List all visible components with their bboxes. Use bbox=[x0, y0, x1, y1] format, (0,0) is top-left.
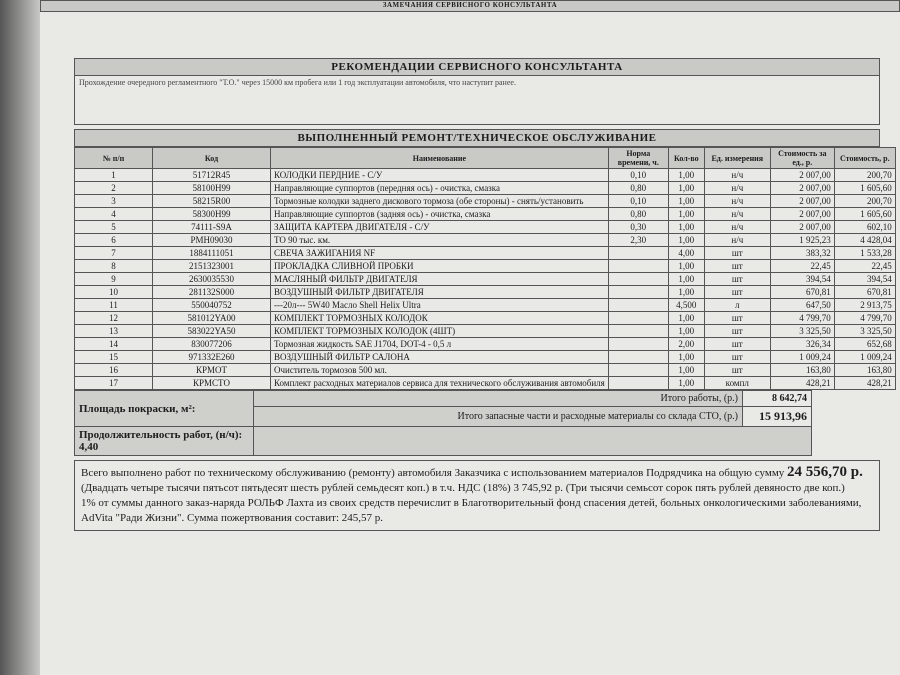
row-code: 58215R00 bbox=[153, 195, 271, 208]
row-unit-price: 2 007,00 bbox=[770, 221, 834, 234]
row-qty: 1,00 bbox=[668, 364, 704, 377]
row-qty: 1,00 bbox=[668, 325, 704, 338]
row-total: 4 799,70 bbox=[834, 312, 895, 325]
totals-empty bbox=[254, 427, 812, 456]
row-name: Комплект расходных материалов сервиса для технического обслуживания автомобиля bbox=[271, 377, 609, 390]
row-qty: 1,00 bbox=[668, 221, 704, 234]
row-norm bbox=[608, 273, 668, 286]
row-code: 281132S000 bbox=[153, 286, 271, 299]
table-row bbox=[75, 377, 896, 390]
row-code: 51712R45 bbox=[153, 169, 271, 182]
row-unit-price: 383,32 bbox=[770, 247, 834, 260]
row-name: МАСЛЯНЫЙ ФИЛЬТР ДВИГАТЕЛЯ bbox=[271, 273, 609, 286]
work-order-sheet bbox=[40, 0, 900, 675]
row-unit: шт bbox=[704, 338, 770, 351]
row-norm bbox=[608, 247, 668, 260]
col-header: Код bbox=[153, 148, 271, 169]
row-number: 11 bbox=[75, 299, 153, 312]
duration-label: Продолжительность работ, (н/ч): bbox=[79, 429, 243, 441]
summary-donation: 1% от суммы данного заказ-наряда РОЛЬФ Лахта из своих средств перечислит в Благотворительный фонд спасения детей, больных онкологическими заболеваниями, AdVita "Ради Жизни". Сумма пожертвования составит: 245,57 р. bbox=[81, 497, 862, 524]
row-number: 7 bbox=[75, 247, 153, 260]
row-code: 58300H99 bbox=[153, 208, 271, 221]
row-code: 2630035530 bbox=[153, 273, 271, 286]
row-number: 2 bbox=[75, 182, 153, 195]
row-unit-price: 428,21 bbox=[770, 377, 834, 390]
row-norm bbox=[608, 325, 668, 338]
row-qty: 1,00 bbox=[668, 312, 704, 325]
row-qty: 1,00 bbox=[668, 169, 704, 182]
col-header: Стоимость, р. bbox=[834, 148, 895, 169]
row-total: 1 009,24 bbox=[834, 351, 895, 364]
row-total: 1 605,60 bbox=[834, 208, 895, 221]
row-unit-price: 2 007,00 bbox=[770, 195, 834, 208]
table-row bbox=[75, 364, 896, 377]
row-number: 9 bbox=[75, 273, 153, 286]
row-code: 58100H99 bbox=[153, 182, 271, 195]
row-norm bbox=[608, 299, 668, 312]
row-total: 2 913,75 bbox=[834, 299, 895, 312]
row-number: 13 bbox=[75, 325, 153, 338]
row-unit: шт bbox=[704, 364, 770, 377]
row-unit: н/ч bbox=[704, 234, 770, 247]
row-code: КРМСТО bbox=[153, 377, 271, 390]
row-code: КРМОТ bbox=[153, 364, 271, 377]
row-number: 14 bbox=[75, 338, 153, 351]
row-norm: 0,80 bbox=[608, 208, 668, 221]
col-header: № п/п bbox=[75, 148, 153, 169]
row-number: 4 bbox=[75, 208, 153, 221]
row-name: ВОЗДУШНЫЙ ФИЛЬТР САЛОНА bbox=[271, 351, 609, 364]
row-code: PMH09030 bbox=[153, 234, 271, 247]
row-name: СВЕЧА ЗАЖИГАНИЯ NF bbox=[271, 247, 609, 260]
row-unit: шт bbox=[704, 351, 770, 364]
row-total: 394,54 bbox=[834, 273, 895, 286]
table-row bbox=[75, 351, 896, 364]
row-unit: шт bbox=[704, 260, 770, 273]
row-qty: 1,00 bbox=[668, 208, 704, 221]
row-unit: шт bbox=[704, 286, 770, 299]
work-total-label: Итого работы, (р.) bbox=[254, 391, 743, 407]
row-unit-price: 2 007,00 bbox=[770, 182, 834, 195]
recommendations-title: РЕКОМЕНДАЦИИ СЕРВИСНОГО КОНСУЛЬТАНТА bbox=[74, 58, 880, 76]
row-total: 1 533,28 bbox=[834, 247, 895, 260]
table-row bbox=[75, 325, 896, 338]
table-row bbox=[75, 182, 896, 195]
summary-line1 bbox=[81, 465, 873, 496]
row-number: 17 bbox=[75, 377, 153, 390]
row-norm: 0,80 bbox=[608, 182, 668, 195]
row-norm bbox=[608, 351, 668, 364]
row-total: 4 428,04 bbox=[834, 234, 895, 247]
row-name: ---20л--- 5W40 Масло Shell Helix Ultra bbox=[271, 299, 609, 312]
row-qty: 1,00 bbox=[668, 182, 704, 195]
table-row bbox=[75, 286, 896, 299]
table-row bbox=[75, 169, 896, 182]
row-code: 74111-S9A bbox=[153, 221, 271, 234]
col-header: Стоимость за ед., р. bbox=[770, 148, 834, 169]
row-total: 1 605,60 bbox=[834, 182, 895, 195]
paint-area-label: Площадь покраски, м²: bbox=[75, 391, 254, 427]
row-name: КОМПЛЕКТ ТОРМОЗНЫХ КОЛОДОК (4ШТ) bbox=[271, 325, 609, 338]
row-unit-price: 1 925,23 bbox=[770, 234, 834, 247]
row-norm bbox=[608, 338, 668, 351]
row-norm: 0,10 bbox=[608, 195, 668, 208]
row-name: ВОЗДУШНЫЙ ФИЛЬТР ДВИГАТЕЛЯ bbox=[271, 286, 609, 299]
row-name: Направляющие суппортов (передняя ось) - очистка, смазка bbox=[271, 182, 609, 195]
row-unit-price: 163,80 bbox=[770, 364, 834, 377]
col-header: Кол-во bbox=[668, 148, 704, 169]
row-code: 830077206 bbox=[153, 338, 271, 351]
row-unit: н/ч bbox=[704, 221, 770, 234]
row-norm: 0,30 bbox=[608, 221, 668, 234]
row-unit: н/ч bbox=[704, 195, 770, 208]
row-number: 12 bbox=[75, 312, 153, 325]
row-total: 200,70 bbox=[834, 169, 895, 182]
row-total: 22,45 bbox=[834, 260, 895, 273]
summary-amount: 24 556,70 р. bbox=[787, 464, 863, 480]
table-row bbox=[75, 260, 896, 273]
row-qty: 1,00 bbox=[668, 260, 704, 273]
row-number: 1 bbox=[75, 169, 153, 182]
row-qty: 1,00 bbox=[668, 351, 704, 364]
row-norm bbox=[608, 364, 668, 377]
summary-amount-words: (Двадцать четыре тысячи пятьсот пятьдесят шесть рублей семьдесят коп.) bbox=[81, 482, 430, 494]
top-strip-text: ЗАМЕЧАНИЯ СЕРВИСНОГО КОНСУЛЬТАНТА bbox=[382, 1, 558, 9]
row-total: 602,10 bbox=[834, 221, 895, 234]
row-unit-price: 22,45 bbox=[770, 260, 834, 273]
work-table bbox=[74, 147, 896, 390]
row-unit: шт bbox=[704, 312, 770, 325]
row-norm bbox=[608, 312, 668, 325]
parts-total-value: 15 913,96 bbox=[743, 407, 812, 427]
table-row bbox=[75, 195, 896, 208]
row-unit-price: 1 009,24 bbox=[770, 351, 834, 364]
page-fold-shadow bbox=[0, 0, 40, 675]
row-unit-price: 4 799,70 bbox=[770, 312, 834, 325]
row-unit: л bbox=[704, 299, 770, 312]
row-number: 3 bbox=[75, 195, 153, 208]
top-strip bbox=[40, 0, 900, 12]
row-qty: 1,00 bbox=[668, 286, 704, 299]
row-unit: шт bbox=[704, 247, 770, 260]
row-norm: 2,30 bbox=[608, 234, 668, 247]
row-norm bbox=[608, 286, 668, 299]
row-total: 200,70 bbox=[834, 195, 895, 208]
duration-cell bbox=[75, 427, 254, 456]
row-name: ТО 90 тыс. км. bbox=[271, 234, 609, 247]
row-code: 971332E260 bbox=[153, 351, 271, 364]
table-row bbox=[75, 247, 896, 260]
row-code: 2151323001 bbox=[153, 260, 271, 273]
row-qty: 4,500 bbox=[668, 299, 704, 312]
row-code: 583022YA50 bbox=[153, 325, 271, 338]
row-unit-price: 326,34 bbox=[770, 338, 834, 351]
row-total: 428,21 bbox=[834, 377, 895, 390]
row-unit: н/ч bbox=[704, 182, 770, 195]
row-unit: н/ч bbox=[704, 208, 770, 221]
table-row bbox=[75, 338, 896, 351]
row-number: 15 bbox=[75, 351, 153, 364]
row-code: 1884111051 bbox=[153, 247, 271, 260]
summary-block bbox=[74, 460, 880, 531]
row-name: Очиститель тормозов 500 мл. bbox=[271, 364, 609, 377]
row-unit-price: 647,50 bbox=[770, 299, 834, 312]
col-header: Наименование bbox=[271, 148, 609, 169]
table-row bbox=[75, 299, 896, 312]
row-number: 8 bbox=[75, 260, 153, 273]
recommendations-note: Прохождение очередного регламентного "Т.О." через 15000 км пробега или 1 год эксплуатации автомобиля, что наступит ранее. bbox=[74, 76, 880, 125]
row-name: КОМПЛЕКТ ТОРМОЗНЫХ КОЛОДОК bbox=[271, 312, 609, 325]
table-row bbox=[75, 208, 896, 221]
row-total: 652,68 bbox=[834, 338, 895, 351]
row-qty: 1,00 bbox=[668, 195, 704, 208]
row-name: ПРОКЛАДКА СЛИВНОЙ ПРОБКИ bbox=[271, 260, 609, 273]
row-unit: компл bbox=[704, 377, 770, 390]
summary-vat: в т.ч. НДС (18%) 3 745,92 р. (Три тысячи семьсот сорок пять рублей девяносто две коп.) bbox=[431, 482, 845, 494]
row-code: 581012YA00 bbox=[153, 312, 271, 325]
row-number: 16 bbox=[75, 364, 153, 377]
row-number: 5 bbox=[75, 221, 153, 234]
row-qty: 1,00 bbox=[668, 234, 704, 247]
row-qty: 2,00 bbox=[668, 338, 704, 351]
table-header-row bbox=[75, 148, 896, 169]
table-row bbox=[75, 273, 896, 286]
col-header: Ед. измерения bbox=[704, 148, 770, 169]
row-qty: 4,00 bbox=[668, 247, 704, 260]
row-code: 550040752 bbox=[153, 299, 271, 312]
col-header: Норма времени, ч. bbox=[608, 148, 668, 169]
parts-total-label: Итого запасные части и расходные материалы со склада СТО, (р.) bbox=[254, 407, 743, 427]
row-number: 6 bbox=[75, 234, 153, 247]
row-total: 3 325,50 bbox=[834, 325, 895, 338]
row-norm bbox=[608, 260, 668, 273]
row-name: Тормозная жидкость SAE J1704, DOT-4 - 0,5 л bbox=[271, 338, 609, 351]
row-total: 670,81 bbox=[834, 286, 895, 299]
row-unit-price: 2 007,00 bbox=[770, 208, 834, 221]
table-row bbox=[75, 312, 896, 325]
repair-title: ВЫПОЛНЕННЫЙ РЕМОНТ/ТЕХНИЧЕСКОЕ ОБСЛУЖИВАНИЕ bbox=[74, 129, 880, 147]
row-norm bbox=[608, 377, 668, 390]
row-unit-price: 670,81 bbox=[770, 286, 834, 299]
row-name: Тормозные колодки заднего дискового тормоза (обе стороны) - снять/установить bbox=[271, 195, 609, 208]
work-total-value: 8 642,74 bbox=[743, 391, 812, 407]
row-total: 163,80 bbox=[834, 364, 895, 377]
table-row bbox=[75, 234, 896, 247]
row-qty: 1,00 bbox=[668, 273, 704, 286]
row-number: 10 bbox=[75, 286, 153, 299]
summary-intro: Всего выполнено работ по техническому обслуживанию (ремонту) автомобиля Заказчика с использованием материалов Подрядчика на общую сумму bbox=[81, 467, 785, 479]
table-row bbox=[75, 221, 896, 234]
row-unit-price: 3 325,50 bbox=[770, 325, 834, 338]
row-unit: н/ч bbox=[704, 169, 770, 182]
row-norm: 0,10 bbox=[608, 169, 668, 182]
row-unit: шт bbox=[704, 325, 770, 338]
totals-block bbox=[74, 390, 812, 456]
row-name: КОЛОДКИ ПЕРДНИЕ - С/У bbox=[271, 169, 609, 182]
row-unit-price: 2 007,00 bbox=[770, 169, 834, 182]
row-qty: 1,00 bbox=[668, 377, 704, 390]
row-unit: шт bbox=[704, 273, 770, 286]
row-name: Направляющие суппортов (задняя ось) - очистка, смазка bbox=[271, 208, 609, 221]
duration-value: 4,40 bbox=[79, 441, 99, 453]
row-name: ЗАЩИТА КАРТЕРА ДВИГАТЕЛЯ - С/У bbox=[271, 221, 609, 234]
row-unit-price: 394,54 bbox=[770, 273, 834, 286]
table-body bbox=[75, 169, 896, 390]
